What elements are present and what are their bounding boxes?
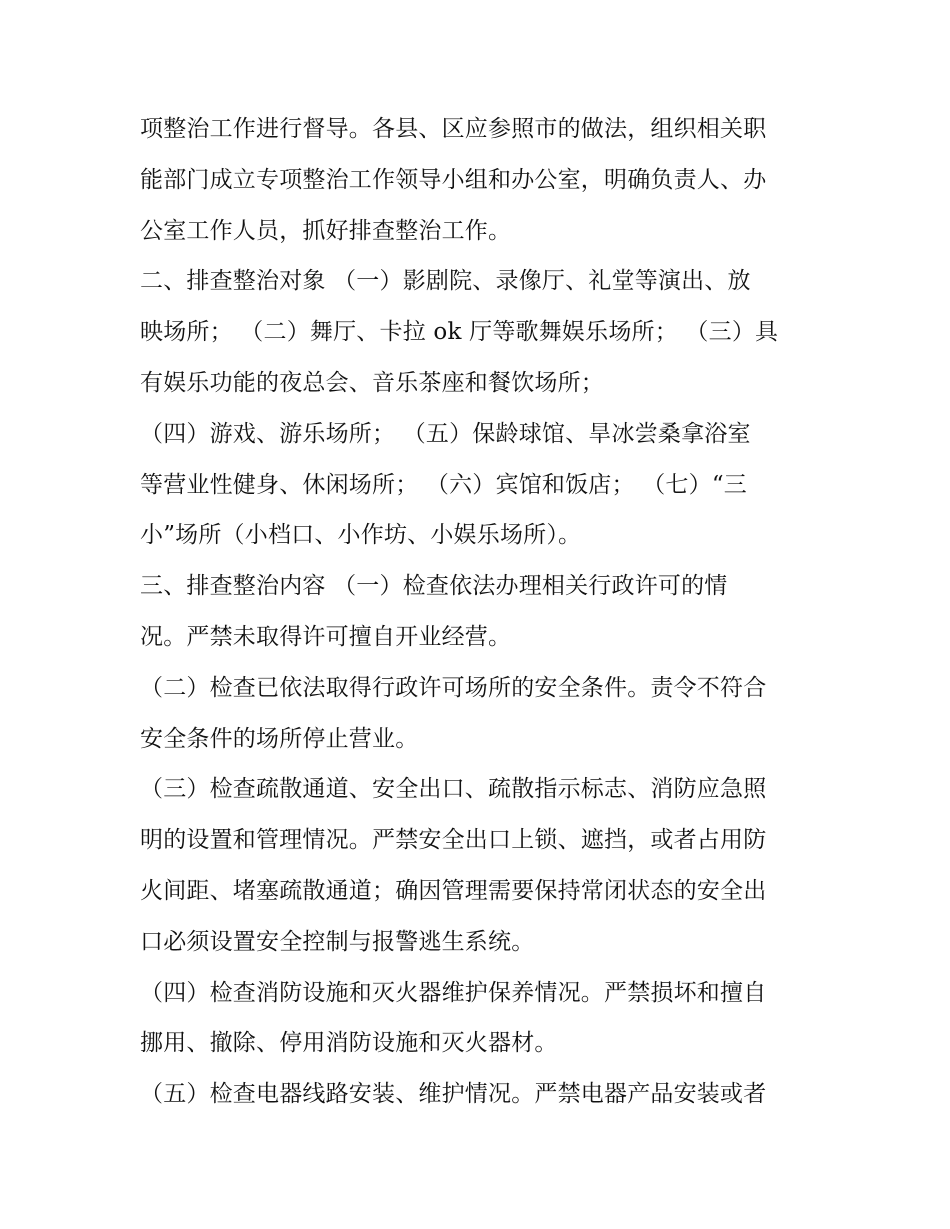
text-line: 小”场所（小档口、小作坊、小娱乐场所）。 xyxy=(140,522,582,549)
text-line: 等营业性健身、休闲场所； （六）宾馆和饭店； （七）“三 xyxy=(140,471,747,498)
text-line: 有娱乐功能的夜总会、音乐茶座和餐饮场所； xyxy=(140,369,604,396)
text-line: （四）检查消防设施和灭火器维护保养情况。严禁损坏和擅自 xyxy=(140,979,767,1006)
text-line: 口必须设置安全控制与报警逃生系统。 xyxy=(140,928,535,955)
text-line: 公室工作人员，抓好排查整治工作。 xyxy=(140,217,512,244)
text-line: （三）检查疏散通道、安全出口、疏散指示标志、消防应急照 xyxy=(140,776,767,803)
text-line: 能部门成立专项整治工作领导小组和办公室，明确负责人、办 xyxy=(140,166,767,193)
text-line: （五）检查电器线路安装、维护情况。严禁电器产品安装或者 xyxy=(140,1081,767,1108)
text-line: 映场所； （二）舞厅、卡拉 ok 厅等歌舞娱乐场所； （三）具 xyxy=(140,319,779,346)
document-body xyxy=(140,104,820,1120)
section-heading-line: 二、排查整治对象 （一）影剧院、录像厅、礼堂等演出、放 xyxy=(140,268,751,295)
text-line: 况。严禁未取得许可擅自开业经营。 xyxy=(140,623,512,650)
section-heading-line: 三、排查整治内容 （一）检查依法办理相关行政许可的情 xyxy=(140,573,728,600)
text-line: 火间距、堵塞疏散通道；确因管理需要保持常闭状态的安全出 xyxy=(140,877,767,904)
text-line: （四）游戏、游乐场所； （五）保龄球馆、旱冰尝桑拿浴室 xyxy=(140,420,751,447)
text-line: （二）检查已依法取得行政许可场所的安全条件。责令不符合 xyxy=(140,674,767,701)
text-line: 明的设置和管理情况。严禁安全出口上锁、遮挡，或者占用防 xyxy=(140,827,767,854)
text-line: 安全条件的场所停止营业。 xyxy=(140,725,419,752)
text-line: 挪用、撤除、停用消防设施和灭火器材。 xyxy=(140,1030,558,1057)
text-line: 项整治工作进行督导。各县、区应参照市的做法，组织相关职 xyxy=(140,116,767,142)
